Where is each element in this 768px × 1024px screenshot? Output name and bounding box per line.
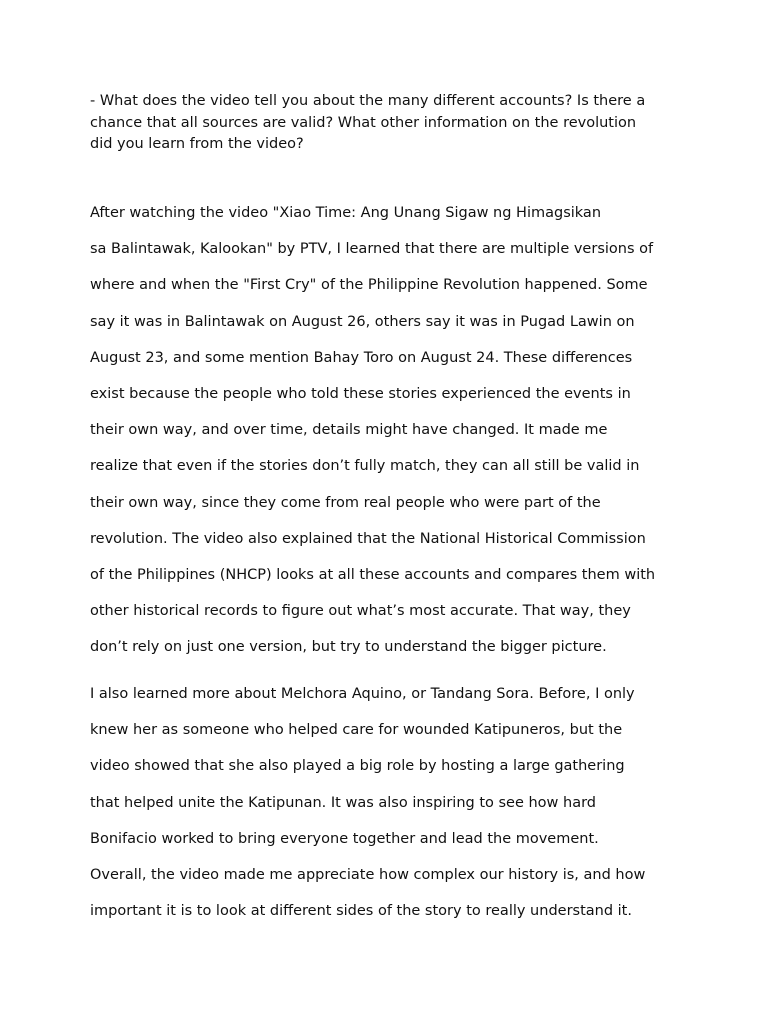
answer-paragraph-1: After watching the video "Xiao Time: Ang Unang Sigaw ng Himagsikan sa Balintawak, Kalookan" by PTV, I learned that there are multiple versions of where and when the "First Cry" of the Philippine Revolution happened. Some say it was in Balintawak on August 26, others say it was in Pugad Lawin on August 23, and some mention Bahay Toro on August 24. These differences exist because the people who told these stories experienced the events in their own way, and over time, details might have changed. It made me realize that even if the stories don’t fully match, they can all still be valid in their own way, since they come from real people who were part of the revolution. The video also explained that the National Historical Commission of the Philippines (NHCP) looks at all these accounts and compares them with other historical records to figure out what’s most accurate. That way, they don’t rely on just one version, but try to understand the bigger picture. (90, 205, 656, 656)
answer-paragraph-2: I also learned more about Melchora Aquino, or Tandang Sora. Before, I only knew her as someone who helped care for wounded Katipuneros, but the video showed that she also played a big role by hosting a large gathering that helped unite the Katipunan. It was also inspiring to see how hard Bonifacio worked to bring everyone together and lead the movement. Overall, the video made me appreciate how complex our history is, and how important it is to look at different sides of the story to really understand it. (90, 686, 646, 920)
question-prompt: - What does the video tell you about the many different accounts? Is there a chance that all sources are valid? What other information on the revolution did you learn from the video? (90, 93, 646, 152)
